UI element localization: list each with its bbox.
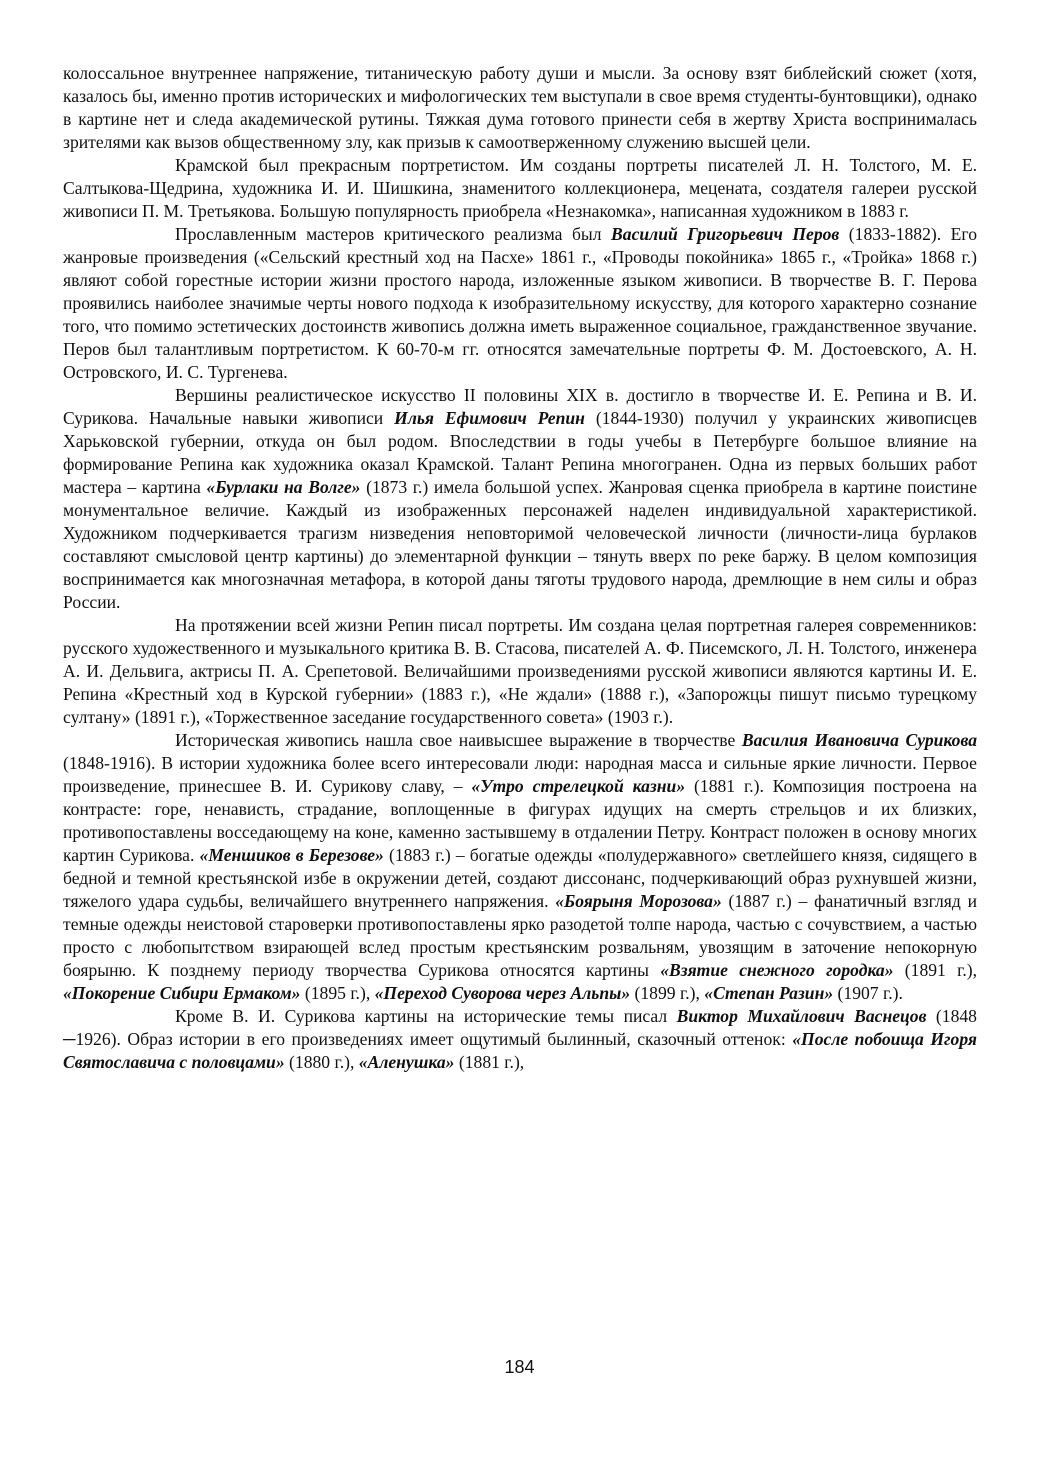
text-run: (1899 г.), [630, 983, 705, 1003]
text-run: Кроме В. И. Сурикова картины на исторические темы писал [175, 1006, 677, 1026]
emphasized-name: Василия Ивановича Сурикова [741, 730, 977, 750]
emphasized-name: «Меншиков в Березове» [199, 845, 384, 865]
emphasized-name: «Покорение Сибири Ермаком» [63, 983, 301, 1003]
text-run: Прославленным мастеров критического реализма был [175, 224, 612, 244]
text-run: (1891 г.), [893, 960, 978, 980]
text-run: (1881 г.). Композиция построена на контрасте: горе, ненависть, страдание, воплощенные в фигурах идущих на смерть стрельцов и их близких, противопоставлены восседающему на коне, каменно застывшему в отдалении Петру. Контраст положен в основу многих картин Сурикова. [63, 776, 977, 865]
text-run: (1848 ─1926). Образ истории в его произведениях имеет ощутимый былинный, сказочный оттенок: [63, 1006, 977, 1049]
emphasized-name: Виктор Михайлович Васнецов [676, 1006, 927, 1026]
text-run: (1881 г.), [454, 1052, 525, 1072]
text-run: (1873 г.) имела большой успех. Жанровая сценка приобрела в картине поистине монументальное величие. Каждый из изображенных персонажей наделен индивидуальной характеристикой. Художником подчеркивается трагизм низведения неповторимой человеческой личности (личности-лица бурлаков составляют смысловой центр картины) до элементарной функции – тянуть вверх по реке баржу. В целом композиция воспринимается как многозначная метафора, в которой даны тяготы трудового народа, дремлющие в нем силы и образ России. [63, 477, 978, 612]
page-body [63, 62, 977, 1074]
text-run: На протяжении всей жизни Репин писал портреты. Им создана целая портретная галерея современников: русского художественного и музыкального критика В. В. Стасова, писателей А. Ф. Писемского, Л. Н. Толстого, инженера А. И. Дельвига, актрисы П. А. Срепетовой. Величайшими произведениями русской живописи являются картины И. Е. Репина «Крестный ход в Курской губернии» (1883 г.), «Не ждали» (1888 г.), «Запорожцы пишут письмо турецкому султану» (1891 г.), «Торжественное заседание государственного совета» (1903 г.). [63, 615, 977, 727]
paragraph [63, 154, 977, 223]
paragraph [63, 729, 977, 1005]
page-number: 184 [504, 1357, 535, 1377]
paragraph [63, 1005, 977, 1074]
text-run: колоссальное внутреннее напряжение, титаническую работу души и мысли. За основу взят библейский сюжет (хотя, казалось бы, именно против исторических и мифологических тем выступали в свое время студенты-бунтовщики), однако в картине нет и следа академической рутины. Тяжкая дума готового принести себя в жертву Христа воспринималась зрителями как вызов общественному злу, как призыв к самоотверженному служению высшей цели. [63, 63, 977, 152]
text-run: (1895 г.), [300, 983, 375, 1003]
paragraph [63, 62, 977, 154]
text-run: Крамской был прекрасным портретистом. Им созданы портреты писателей Л. Н. Толстого, М. Е. Салтыкова-Щедрина, художника И. И. Шишкина, знаменитого коллекционера, мецената, создателя галереи русской живописи П. М. Третьякова. Большую популярность приобрела «Незнакомка», написанная художником в 1883 г. [63, 155, 977, 221]
paragraph [63, 614, 977, 729]
text-run: (1883 г.) – богатые одежды «полудержавного» светлейшего князя, сидящего в бедной и темной крестьянской избе в окружении детей, создают диссонанс, подчеркивающий образ рухнувшей жизни, тяжелого удара судьбы, величайшего внутреннего напряжения. [63, 845, 978, 911]
emphasized-name: «Бурлаки на Волге» [206, 477, 361, 497]
text-run: Историческая живопись нашла свое наивысшее выражение в творчестве [175, 730, 742, 750]
text-run: Вершины реалистическое искусство II половины XIX в. достигло в творчестве И. Е. Репина и В. И. Сурикова. Начальные навыки живописи [63, 385, 977, 428]
emphasized-name: «Степан Разин» [704, 983, 834, 1003]
text-run: (1887 г.) – фанатичный взгляд и темные одежды неистовой староверки противопоставлены ярко разодетой толпе народа, частью с сочувствием, а частью просто с любопытством взирающей вслед простым крестьянским розвальням, увозящим в заточение непокорную боярыню. К позднему периоду творчества Сурикова относятся картины [63, 891, 978, 980]
emphasized-name: Илья Ефимович Репин [394, 408, 585, 428]
paragraph [63, 384, 977, 614]
emphasized-name: Василий Григорьевич Перов [611, 224, 840, 244]
paragraph [63, 223, 977, 384]
emphasized-name: «Утро стрелецкой казни» [471, 776, 686, 796]
emphasized-name: «Боярыня Морозова» [555, 891, 722, 911]
emphasized-name: «Взятие снежного городка» [660, 960, 894, 980]
emphasized-name: «Аленушка» [358, 1052, 455, 1072]
text-run: (1907 г.). [833, 983, 903, 1003]
text-run: (1833-1882). Его жанровые произведения («Сельский крестный ход на Пасхе» 1861 г., «Проводы покойника» 1865 г., «Тройка» 1868 г.) являют собой горестные истории жизни простого народа, изложенные языком живописи. В творчестве В. Г. Перова проявились наиболее значимые черты нового подхода к изобразительному искусству, для которого характерно сознание того, что помимо эстетических достоинств живопись должна иметь выраженное социальное, гражданственное звучание. Перов был талантливым портретистом. К 60-70-м гг. относятся замечательные портреты Ф. М. Достоевского, А. Н. Островского, И. С. Тургенева. [63, 224, 977, 382]
emphasized-name: «После побоища Игоря Святославича с половцами» [63, 1029, 977, 1072]
text-run: (1848-1916). В истории художника более всего интересовали люди: народная масса и сильные яркие личности. Первое произведение, принесшее В. И. Сурикову славу, – [63, 753, 977, 796]
text-run: (1844-1930) получил у украинских живописцев Харьковской губернии, откуда он был родом. Впоследствии в годы учебы в Петербурге большое влияние на формирование Репина как художника оказал Крамской. Талант Репина многогранен. Одна из первых больших работ мастера – картина [63, 408, 978, 497]
text-run: (1880 г.), [284, 1052, 359, 1072]
emphasized-name: «Переход Суворова через Альпы» [374, 983, 631, 1003]
